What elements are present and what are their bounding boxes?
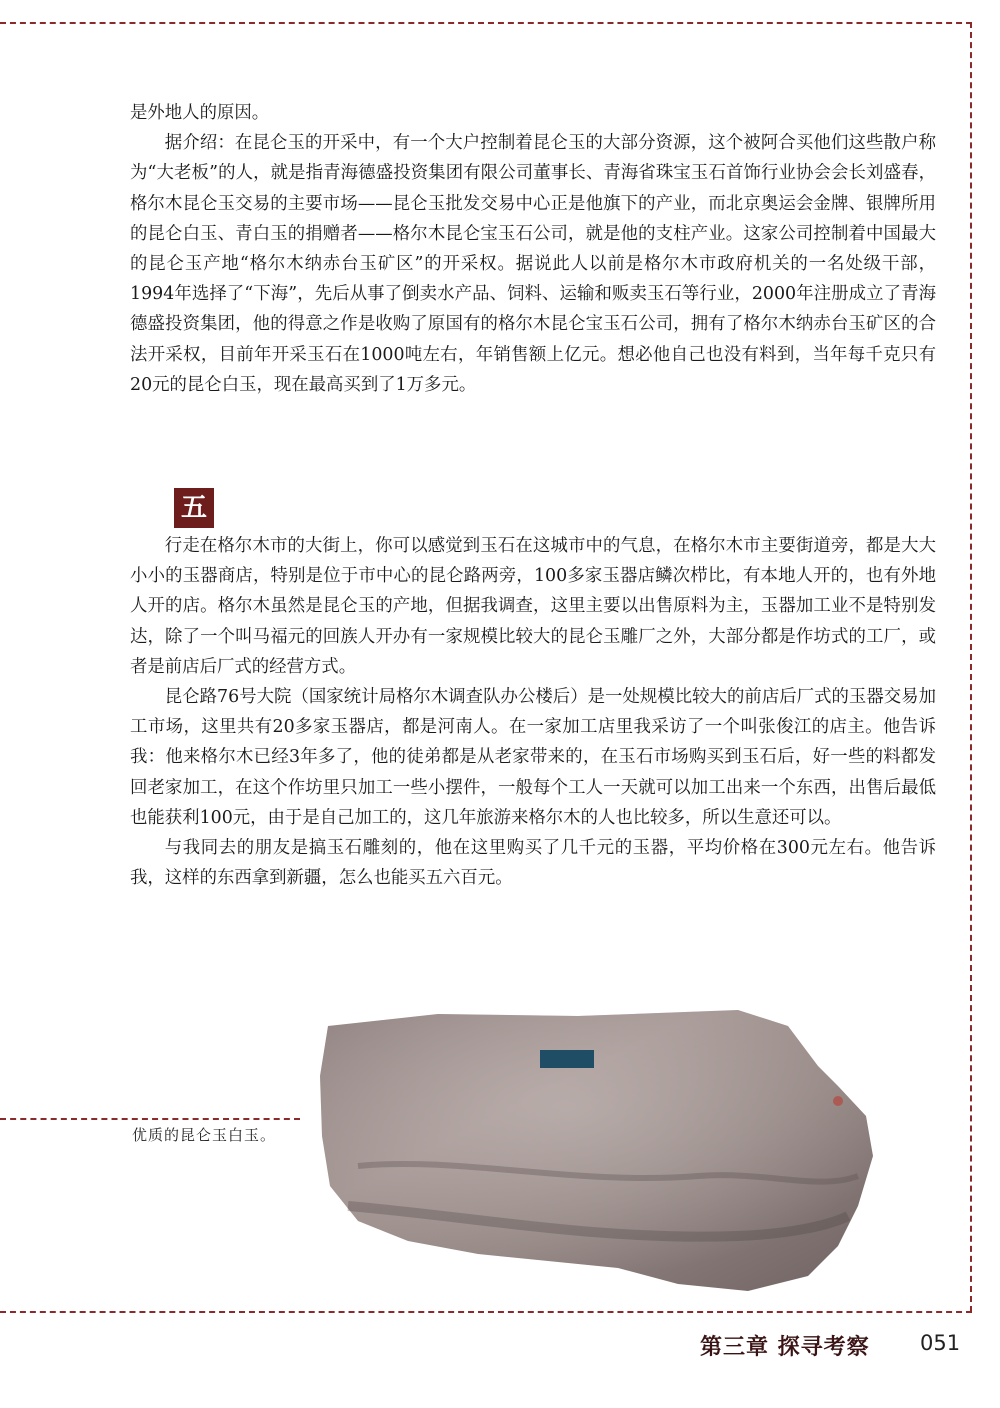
frame-right-dash: [970, 22, 972, 1312]
scale-marker: [540, 1050, 594, 1068]
figure-caption: 优质的昆仑玉白玉。: [132, 1126, 277, 1144]
section-body-text: [130, 531, 936, 893]
jade-stone-photo: [318, 1006, 878, 1296]
paragraph-continuation: 是外地人的原因。: [130, 103, 270, 123]
chapter-title: 第三章 探寻考察: [700, 1334, 870, 1360]
section-paragraph-1: 行走在格尔木市的大街上，你可以感觉到玉石在这城市中的气息，在格尔木市主要街道旁，都是大大小小的玉器商店，特别是位于市中心的昆仑路两旁，100多家玉器店鳞次栉比，有本地人开的，也有外地人开的店。格尔木虽然是昆仑玉的产地，但据我调查，这里主要以出售原料为主，玉器加工业不是特别发达，除了一个叫马福元的回族人开办有一家规模比较大的昆仑玉雕厂之外，大部分都是作坊式的工厂，或者是前店后厂式的经营方式。: [130, 536, 936, 677]
section-paragraph-3: 与我同去的朋友是搞玉石雕刻的，他在这里购买了几千元的玉器，平均价格在300元左右。他告诉我，这样的东西拿到新疆，怎么也能买五六百元。: [130, 838, 936, 889]
body-text-top: [130, 98, 936, 400]
frame-top-dash: [0, 22, 972, 24]
frame-bottom-dash: [0, 1311, 972, 1313]
page-number: 051: [920, 1331, 961, 1355]
caption-divider-dash: [0, 1118, 300, 1120]
section-number-badge: 五: [174, 488, 214, 528]
section-paragraph-2: 昆仑路76号大院（国家统计局格尔木调查队办公楼后）是一处规模比较大的前店后厂式的玉器交易加工市场，这里共有20多家玉器店，都是河南人。在一家加工店里我采访了一个叫张俊江的店主。他告诉我：他来格尔木已经3年多了，他的徒弟都是从老家带来的，在玉石市场购买到玉石后，好一些的料都发回老家加工，在这个作坊里只加工一些小摆件，一般每个工人一天就可以加工出来一个东西，出售后最低也能获利100元，由于是自己加工的，这几年旅游来格尔木的人也比较多，所以生意还可以。: [130, 687, 936, 828]
paragraph-introduction: 据介绍：在昆仑玉的开采中，有一个大户控制着昆仑玉的大部分资源，这个被阿合买他们这些散户称为“大老板”的人，就是指青海德盛投资集团有限公司董事长、青海省珠宝玉石首饰行业协会会长刘盛春，格尔木昆仑玉交易的主要市场——昆仑玉批发交易中心正是他旗下的产业，而北京奥运会金牌、银牌所用的昆仑白玉、青白玉的捐赠者——格尔木昆仑宝玉石公司，就是他的支柱产业。这家公司控制着中国最大的昆仑玉产地“格尔木纳赤台玉矿区”的开采权。据说此人以前是格尔木市政府机关的一名处级干部，1994年选择了“下海”，先后从事了倒卖水产品、饲料、运输和贩卖玉石等行业，2000年注册成立了青海德盛投资集团，他的得意之作是收购了原国有的格尔木昆仑宝玉石公司，拥有了格尔木纳赤台玉矿区的合法开采权，目前年开采玉石在1000吨左右，年销售额上亿元。想必他自己也没有料到，当年每千克只有20元的昆仑白玉，现在最高买到了1万多元。: [130, 133, 936, 395]
